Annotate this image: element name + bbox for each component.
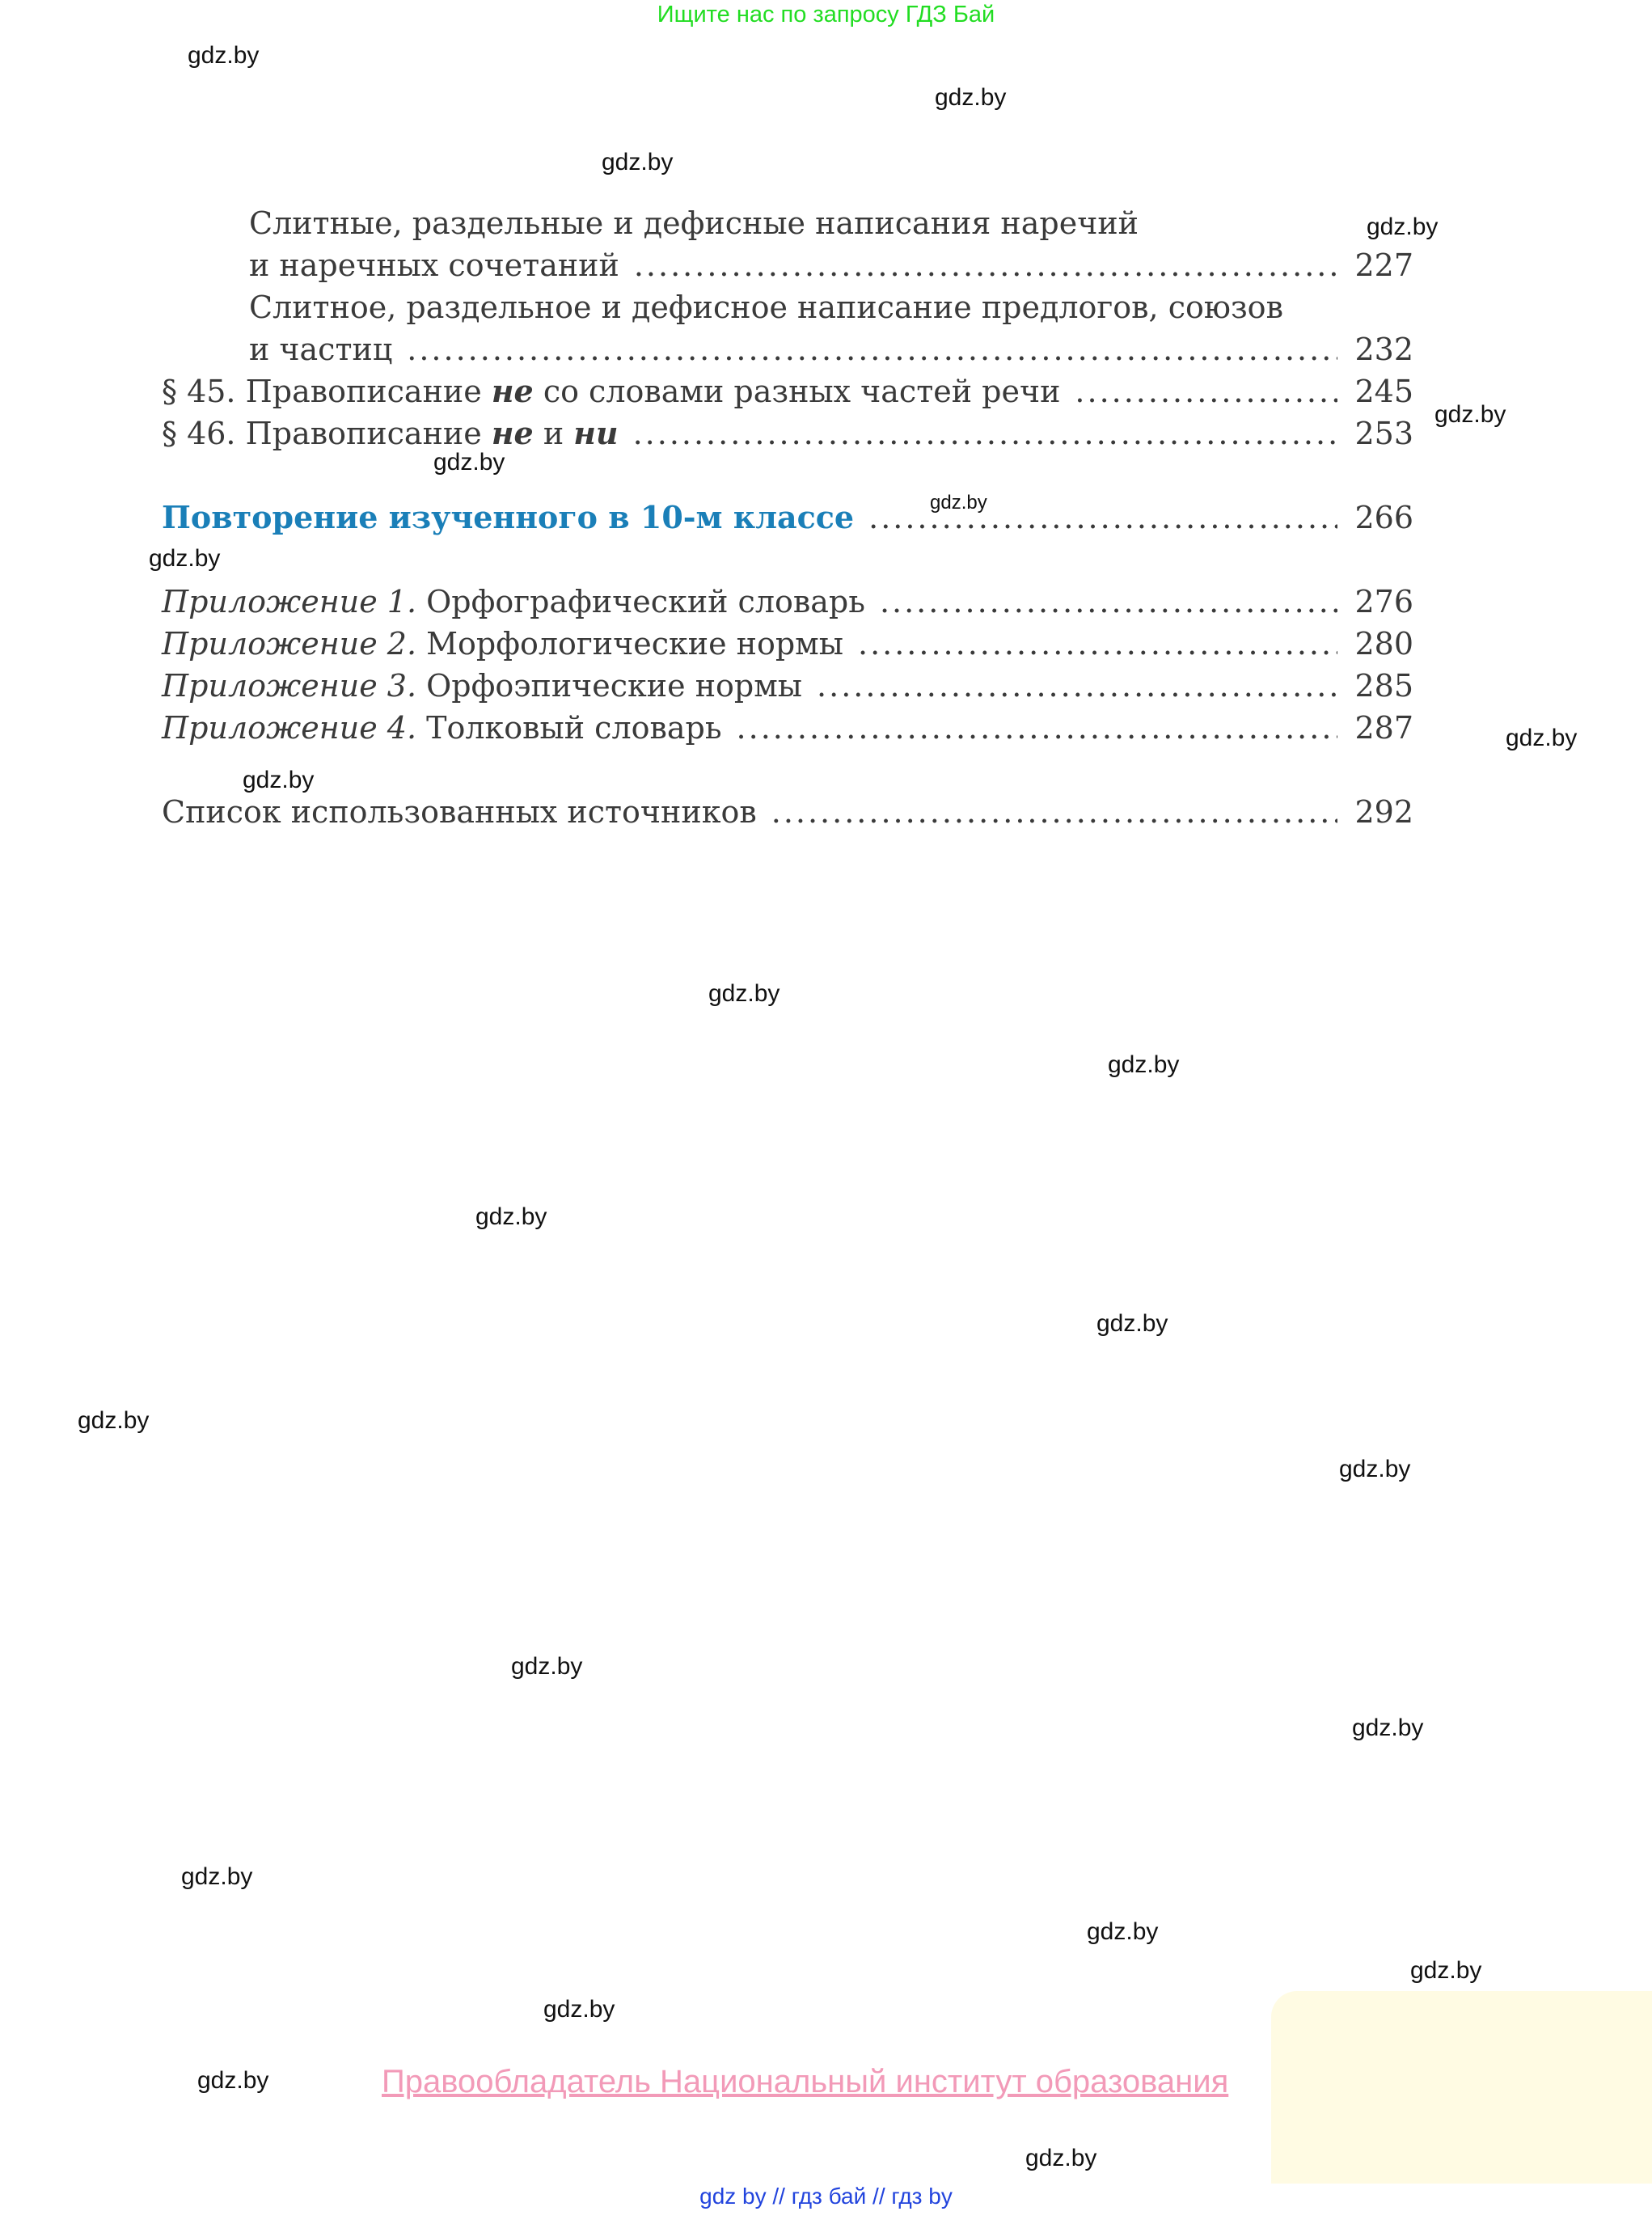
watermark: gdz.by [930, 492, 987, 514]
toc-entry-line: Слитные, раздельные и дефисные написания наречий [249, 205, 1139, 241]
search-banner: Ищите нас по запросу ГДЗ Бай [657, 2, 995, 27]
page-number: 276 [1354, 584, 1413, 619]
toc-entry-appendix[interactable]: Приложение 1. Орфографический словарь ..... 276 [162, 581, 1413, 623]
page-number: 280 [1354, 626, 1413, 662]
watermark: gdz.by [1096, 1310, 1168, 1337]
watermark: gdz.by [181, 1863, 253, 1890]
toc-entry-sources[interactable]: Список использованных источников ..... 292 [162, 791, 1413, 833]
section-number: § 45. [162, 374, 236, 409]
page-number: 285 [1354, 668, 1413, 704]
leader-dots [858, 623, 1337, 665]
toc-entry[interactable]: и наречных сочетаний ..... 227 [249, 244, 1413, 286]
copyright-holder-link[interactable]: Правообладатель Национальный институт образования [382, 2064, 1229, 2099]
watermark: gdz.by [1087, 1918, 1159, 1945]
toc-entry-line: Слитное, раздельное и дефисное написание предлогов, союзов [249, 290, 1283, 325]
watermark: gdz.by [1506, 725, 1578, 751]
toc-entry[interactable]: § 45. Правописание не со словами разных частей речи ..... 245 [162, 370, 1413, 412]
watermark: gdz.by [197, 2067, 269, 2094]
page-number: 253 [1354, 416, 1413, 451]
page-number: 287 [1354, 710, 1413, 746]
leader-dots [817, 665, 1337, 707]
leader-dots [868, 497, 1337, 539]
watermark: gdz.by [1352, 1715, 1424, 1741]
corner-highlight-box [1271, 1991, 1652, 2184]
leader-dots [771, 791, 1337, 833]
watermark: gdz.by [1108, 1051, 1180, 1078]
footer-links[interactable]: gdz by // гдз бай // гдз by [699, 2184, 953, 2209]
page-number: 227 [1354, 247, 1413, 283]
watermark: gdz.by [602, 149, 674, 175]
leader-dots [1075, 370, 1337, 412]
watermark: gdz.by [1367, 214, 1439, 240]
toc-entry[interactable]: § 46. Правописание не и ни ..... 253 [162, 412, 1413, 455]
leader-dots [633, 412, 1337, 455]
watermark: gdz.by [243, 767, 315, 793]
watermark: gdz.by [935, 84, 1007, 111]
leader-dots [880, 581, 1337, 623]
watermark: gdz.by [475, 1203, 547, 1230]
leader-dots [634, 244, 1337, 286]
toc-entry-appendix[interactable]: Приложение 2. Морфологические нормы ..... 280 [162, 623, 1413, 665]
watermark: gdz.by [78, 1407, 150, 1434]
page-number: 245 [1354, 374, 1413, 409]
watermark: gdz.by [188, 42, 260, 69]
watermark: gdz.by [149, 545, 221, 572]
page-number: 232 [1354, 332, 1413, 367]
watermark: gdz.by [1410, 1957, 1482, 1984]
toc-entry-appendix[interactable]: Приложение 3. Орфоэпические нормы ..... 285 [162, 665, 1413, 707]
leader-dots [737, 707, 1337, 749]
watermark: gdz.by [543, 1996, 615, 2023]
page-number: 292 [1354, 794, 1413, 830]
watermark: gdz.by [708, 980, 780, 1007]
watermark: gdz.by [1434, 401, 1506, 428]
watermark: gdz.by [1025, 2145, 1097, 2171]
watermark: gdz.by [1339, 1456, 1411, 1482]
toc-entry-review[interactable]: Повторение изученного в 10-м классе ..... 266 [162, 497, 1413, 539]
section-number: § 46. [162, 416, 236, 451]
page-number: 266 [1354, 500, 1413, 535]
toc-entry[interactable]: и частиц ..... 232 [249, 328, 1413, 370]
watermark: gdz.by [511, 1653, 583, 1680]
watermark: gdz.by [433, 449, 505, 476]
leader-dots [407, 328, 1337, 370]
toc-entry-appendix[interactable]: Приложение 4. Толковый словарь ..... 287 [162, 707, 1413, 749]
